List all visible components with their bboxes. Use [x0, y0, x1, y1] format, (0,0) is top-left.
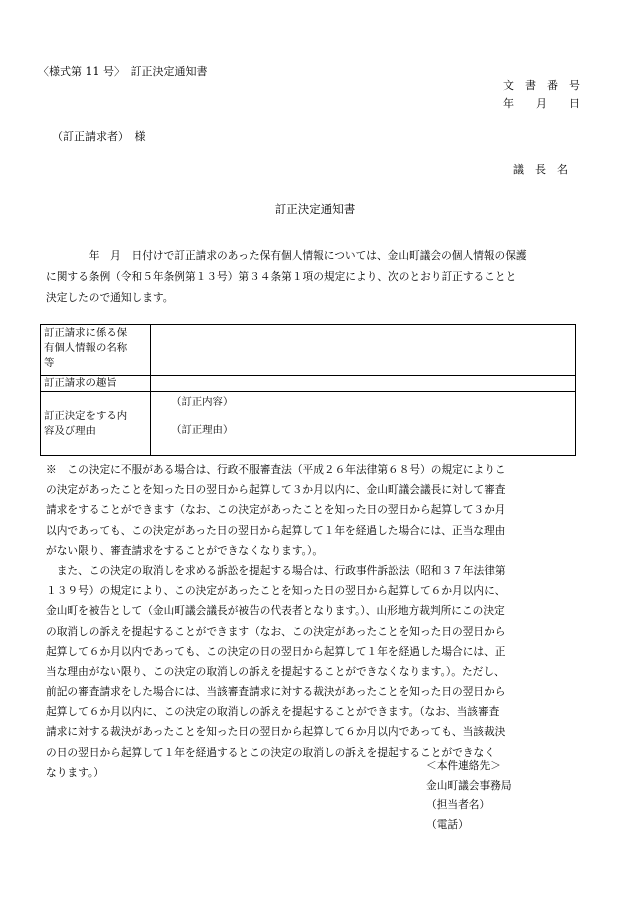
document-number-label: 文 書 番 号 — [503, 79, 580, 92]
date-label: 年 月 日 — [503, 97, 580, 110]
contact-heading: ＜本件連絡先＞ — [426, 759, 501, 772]
contact-office: 金山町議会事務局 — [426, 778, 512, 792]
notes-line: 起算して６か月以内であっても、この決定の日の翌日から起算して１年を経過した場合には、正 — [46, 644, 506, 658]
notes-line: また、この決定の取消しを求める訴訟を提起する場合は、行政事件訴訟法（昭和３７年法律第 — [46, 563, 506, 577]
notes-line: の決定があったことを知った日の翌日から起算して３か月以内に、金山町議会議長に対して審査 — [46, 483, 506, 497]
form-number: 〈様式第 11 号〉 訂正決定通知書 — [38, 65, 208, 78]
notes-line: 前記の審査請求をした場合には、当該審査請求に対する裁決があったことを知った日の翌日から — [46, 685, 506, 699]
notes-line: 当な理由がない限り、この決定の取消しの訴えを提起することができなくなります。）。ただし、 — [46, 664, 505, 678]
body-line: に関する条例（令和５年条例第１３号）第３４条第１項の規定により、次のとおり訂正することと — [46, 270, 517, 283]
label-line: 訂正請求に係る保 — [44, 327, 128, 339]
cell-request-purpose-label: 訂正請求の趣旨 — [41, 376, 151, 392]
cell-request-purpose-value — [151, 376, 576, 392]
cell-decision-value — [151, 392, 576, 456]
cell-info-name-value — [151, 325, 576, 376]
notes-line: 以内であっても、この決定があった日の翌日から起算して１年を経過した場合には、正当な理由 — [46, 523, 506, 537]
body-paragraph — [46, 245, 582, 308]
body-line: 決定したので通知します。 — [46, 291, 174, 304]
notes-line: の日の翌日から起算して１年を経過するとこの決定の取消しの訴えを提起することができなく — [46, 745, 495, 759]
decision-table — [40, 324, 576, 456]
label-line: 容及び理由 — [44, 424, 96, 437]
sender-name: 議 長 名 — [513, 163, 568, 176]
correction-content-label: （訂正内容） — [171, 396, 234, 408]
addressee: （訂正請求者） 様 — [52, 130, 146, 143]
cell-info-name-label — [41, 325, 151, 376]
contact-phone: （電話） — [426, 817, 469, 831]
notes-line: １３９号）の規定により、この決定があったことを知った日の翌日から起算して６か月以内に、 — [46, 584, 506, 598]
notes-line: 請求に対する裁決があったことを知った日の翌日から起算して６か月以内であっても、当該裁決 — [46, 725, 506, 739]
notes-line: なります。） — [46, 765, 104, 779]
notes-line: ※ この決定に不服がある場合は、行政不服審査法（平成２６年法律第６８号）の規定によりこ — [46, 463, 506, 476]
table-row — [41, 376, 576, 392]
table-row — [41, 392, 576, 456]
notes-line: の取消しの訴えを提起することができます（なお、この決定があったことを知った日の翌日から — [46, 624, 506, 638]
cell-decision-label — [41, 392, 151, 456]
correction-reason-label: （訂正理由） — [171, 424, 234, 436]
document-title: 訂正決定通知書 — [274, 202, 356, 216]
notes-line: 請求をすることができます（なお、この決定があったことを知った日の翌日から起算して３か月 — [46, 503, 506, 517]
appeal-notes — [46, 460, 586, 783]
notes-line: がない限り、審査請求をすることができなくなります。）。 — [46, 543, 324, 557]
table-row — [41, 325, 576, 376]
notes-line: 金山町を被告として（金山町議会議長が被告の代表者となります。）、山形地方裁判所にこの決定 — [46, 604, 505, 618]
notes-line: 起算して６か月以内に、この決定の取消しの訴えを提起することができます。（なお、当該審査 — [46, 705, 500, 719]
label-line: 等 — [44, 357, 55, 369]
label-line: 訂正決定をする内 — [44, 409, 128, 422]
label-line: 有個人情報の名称 — [44, 342, 128, 354]
contact-block — [426, 756, 512, 834]
body-line: 年 月 日付けで訂正請求のあった保有個人情報については、金山町議会の個人情報の保護 — [46, 249, 527, 262]
contact-person: （担当者名） — [426, 798, 491, 811]
